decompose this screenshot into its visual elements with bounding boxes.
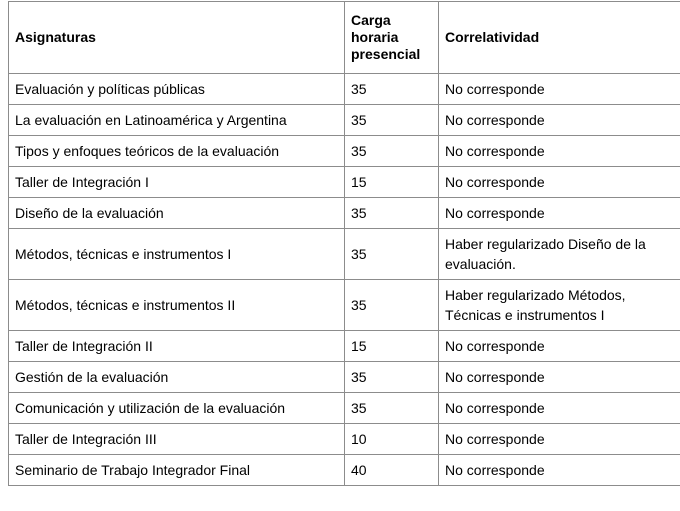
hours-cell: 40 — [345, 455, 439, 486]
prerequisite-cell: No corresponde — [439, 331, 680, 362]
hours-cell: 35 — [345, 74, 439, 105]
subject-cell: Gestión de la evaluación — [9, 362, 345, 393]
table-row — [9, 167, 680, 198]
hours-cell: 35 — [345, 136, 439, 167]
table-row — [9, 331, 680, 362]
table-row — [9, 455, 680, 486]
table-header — [9, 2, 680, 74]
table-row — [9, 136, 680, 167]
prerequisite-cell: No corresponde — [439, 362, 680, 393]
table-row — [9, 105, 680, 136]
hours-cell: 35 — [345, 393, 439, 424]
header-row — [9, 2, 680, 74]
hours-cell: 10 — [345, 424, 439, 455]
table-row — [9, 280, 680, 331]
subject-cell: Tipos y enfoques teóricos de la evaluación — [9, 136, 345, 167]
prerequisite-cell: Haber regularizado Diseño de la evaluación. — [439, 229, 680, 280]
hours-cell: 15 — [345, 167, 439, 198]
subject-cell: La evaluación en Latinoamérica y Argentina — [9, 105, 345, 136]
hours-cell: 15 — [345, 331, 439, 362]
subject-cell: Diseño de la evaluación — [9, 198, 345, 229]
subject-cell: Comunicación y utilización de la evaluación — [9, 393, 345, 424]
curriculum-table — [8, 1, 680, 486]
prerequisite-cell: Haber regularizado Métodos, Técnicas e instrumentos I — [439, 280, 680, 331]
table-body — [9, 74, 680, 486]
prerequisite-cell: No corresponde — [439, 74, 680, 105]
hours-cell: 35 — [345, 362, 439, 393]
prerequisite-cell: No corresponde — [439, 393, 680, 424]
table-row — [9, 424, 680, 455]
subject-cell: Métodos, técnicas e instrumentos I — [9, 229, 345, 280]
subject-cell: Taller de Integración I — [9, 167, 345, 198]
prerequisite-cell: No corresponde — [439, 136, 680, 167]
table-row — [9, 362, 680, 393]
subject-cell: Taller de Integración III — [9, 424, 345, 455]
table-row — [9, 74, 680, 105]
subject-cell: Seminario de Trabajo Integrador Final — [9, 455, 345, 486]
subject-cell: Métodos, técnicas e instrumentos II — [9, 280, 345, 331]
hours-cell: 35 — [345, 229, 439, 280]
header-subject: Asignaturas — [9, 2, 345, 74]
hours-cell: 35 — [345, 198, 439, 229]
table-row — [9, 229, 680, 280]
prerequisite-cell: No corresponde — [439, 167, 680, 198]
header-hours: Carga horaria presencial — [345, 2, 439, 74]
prerequisite-cell: No corresponde — [439, 105, 680, 136]
table-row — [9, 198, 680, 229]
table-row — [9, 393, 680, 424]
prerequisite-cell: No corresponde — [439, 455, 680, 486]
hours-cell: 35 — [345, 105, 439, 136]
header-prerequisite: Correlatividad — [439, 2, 680, 74]
subject-cell: Taller de Integración II — [9, 331, 345, 362]
prerequisite-cell: No corresponde — [439, 198, 680, 229]
subject-cell: Evaluación y políticas públicas — [9, 74, 345, 105]
prerequisite-cell: No corresponde — [439, 424, 680, 455]
hours-cell: 35 — [345, 280, 439, 331]
